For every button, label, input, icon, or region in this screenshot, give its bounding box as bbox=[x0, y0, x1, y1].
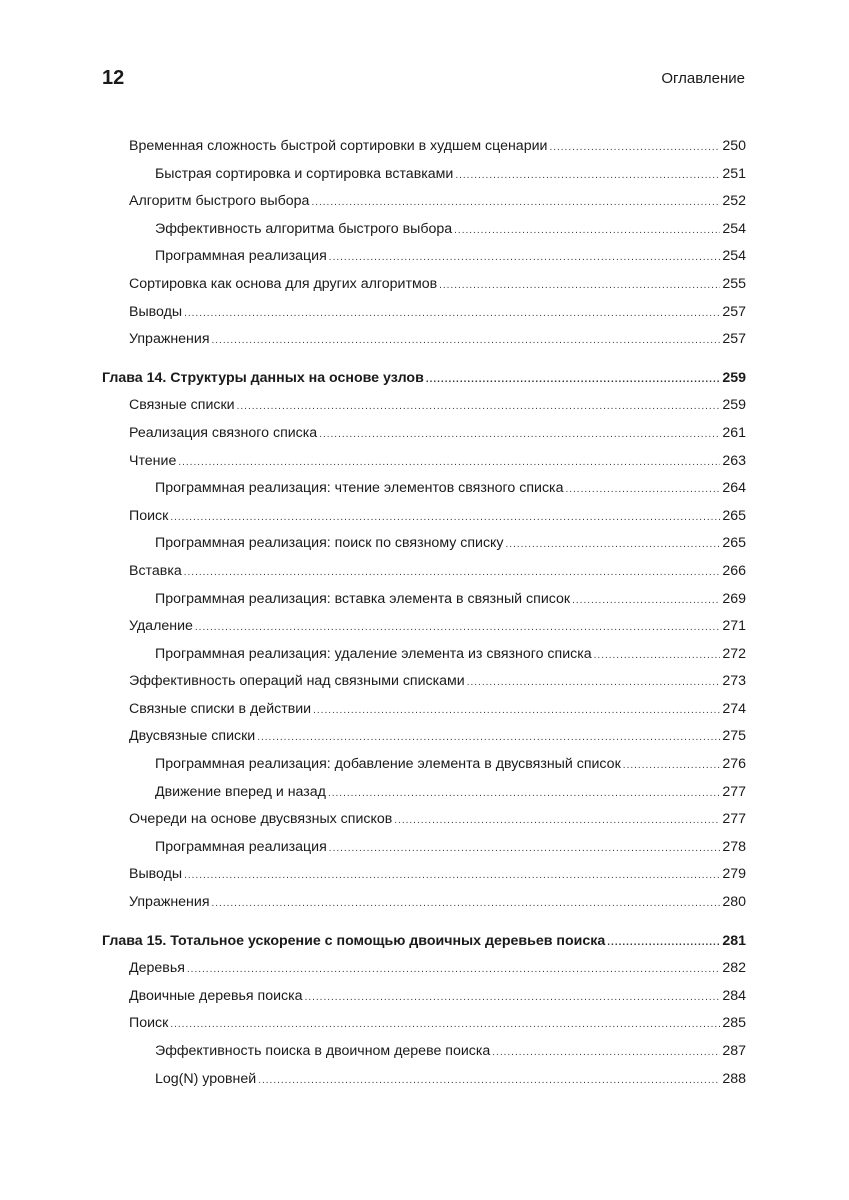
toc-entry-page: 287 bbox=[722, 1043, 746, 1059]
toc-entry bbox=[102, 864, 746, 892]
toc-entry bbox=[102, 699, 746, 727]
toc-entry-title: Эффективность операций над связными списками bbox=[129, 673, 465, 690]
toc-entry-page: 271 bbox=[722, 618, 746, 635]
toc-entry bbox=[102, 533, 746, 561]
dot-leader bbox=[187, 960, 720, 980]
toc-entry-page: 276 bbox=[722, 756, 746, 773]
toc-entry-title: Сортировка как основа для других алгоритмов bbox=[129, 275, 438, 292]
toc-entry bbox=[102, 274, 746, 302]
dot-leader bbox=[607, 933, 720, 953]
toc-entry-page: 275 bbox=[722, 728, 746, 745]
toc-entry-title: Алгоритм быстрого выбора bbox=[129, 193, 310, 210]
toc-entry bbox=[102, 561, 746, 589]
dot-leader bbox=[623, 756, 721, 776]
dot-leader bbox=[329, 839, 721, 859]
dot-leader bbox=[455, 166, 720, 186]
toc-entry-page: 255 bbox=[722, 275, 746, 292]
toc-chapter-entry bbox=[102, 368, 746, 396]
toc-entry-page: 281 bbox=[722, 932, 746, 949]
toc-entry-page: 252 bbox=[722, 193, 746, 210]
toc-entry-title: Реализация связного списка bbox=[129, 424, 318, 441]
toc-entry-title: Выводы bbox=[129, 303, 183, 320]
toc-entry-title: Программная реализация: чтение элементов связного списка bbox=[155, 480, 564, 497]
toc-entry-page: 250 bbox=[722, 138, 746, 154]
dot-leader bbox=[329, 248, 721, 268]
dot-leader bbox=[258, 1071, 720, 1091]
dot-leader bbox=[328, 784, 720, 804]
toc-entry bbox=[102, 451, 746, 479]
toc-entry-page: 277 bbox=[722, 783, 746, 800]
toc-entry-title: Программная реализация: поиск по связному списку bbox=[155, 535, 504, 552]
toc-entry-page: 261 bbox=[722, 424, 746, 441]
toc-entry-page: 282 bbox=[722, 960, 746, 977]
dot-leader bbox=[492, 1043, 720, 1063]
toc-entry bbox=[102, 329, 746, 357]
toc-entry-page: 285 bbox=[722, 1015, 746, 1032]
toc-entry bbox=[102, 1041, 746, 1069]
toc-entry-title: Глава 14. Структуры данных на основе узлов bbox=[102, 369, 424, 386]
toc-entry bbox=[102, 892, 746, 920]
toc-entry-title: Двоичные деревья поиска bbox=[129, 987, 303, 1004]
dot-leader bbox=[170, 1015, 720, 1035]
toc-chapter-entry bbox=[102, 931, 746, 959]
toc-entry bbox=[102, 219, 746, 247]
toc-entry bbox=[102, 986, 746, 1014]
toc-entry-page: 259 bbox=[722, 369, 746, 386]
toc-entry-title: Log(N) уровней bbox=[155, 1070, 257, 1087]
toc-entry-title: Движение вперед и назад bbox=[155, 783, 326, 800]
dot-leader bbox=[184, 563, 721, 583]
toc-entry-title: Двусвязные списки bbox=[129, 728, 256, 745]
toc-entry-page: 265 bbox=[722, 535, 746, 552]
toc-entry-title: Упражнения bbox=[129, 331, 210, 348]
toc-entry-title: Программная реализация: вставка элемента в связный список bbox=[155, 590, 571, 607]
toc-entry-title: Программная реализация: удаление элемента из связного списка bbox=[155, 645, 592, 662]
dot-leader bbox=[313, 701, 720, 721]
toc-entry-page: 259 bbox=[722, 397, 746, 414]
dot-leader bbox=[257, 728, 720, 748]
toc-entry-page: 257 bbox=[722, 303, 746, 320]
toc-entry-title: Связные списки в действии bbox=[129, 700, 312, 717]
toc-entry-page: 266 bbox=[722, 562, 746, 579]
dot-leader bbox=[212, 894, 721, 914]
toc-entry bbox=[102, 754, 746, 782]
dot-leader bbox=[506, 535, 721, 555]
toc-entry bbox=[102, 958, 746, 986]
toc-entry-title: Поиск bbox=[129, 1015, 169, 1032]
toc-entry-page: 279 bbox=[722, 866, 746, 883]
toc-entry-title: Чтение bbox=[129, 452, 177, 469]
toc-entry-title: Эффективность алгоритма быстрого выбора bbox=[155, 220, 453, 237]
toc-entry bbox=[102, 589, 746, 617]
toc-entry-page: 273 bbox=[722, 673, 746, 690]
toc-entry bbox=[102, 191, 746, 219]
dot-leader bbox=[237, 397, 721, 417]
toc-entry bbox=[102, 506, 746, 534]
toc-entry bbox=[102, 423, 746, 451]
toc-entry bbox=[102, 644, 746, 672]
toc-entry-page: 264 bbox=[722, 480, 746, 497]
toc-entry-page: 272 bbox=[722, 645, 746, 662]
dot-leader bbox=[195, 618, 720, 638]
dot-leader bbox=[319, 425, 720, 445]
toc-entry-page: 274 bbox=[722, 700, 746, 717]
dot-leader bbox=[212, 331, 721, 351]
running-header-title: Оглавление bbox=[661, 70, 745, 87]
dot-leader bbox=[184, 304, 720, 324]
toc-entry-page: 284 bbox=[722, 987, 746, 1004]
toc-entry-title: Деревья bbox=[129, 960, 185, 977]
toc-entry-title: Программная реализация bbox=[155, 248, 327, 265]
toc-entry-page: 277 bbox=[722, 811, 746, 828]
dot-leader bbox=[467, 673, 721, 693]
toc-entry bbox=[102, 1069, 746, 1097]
toc-entry bbox=[102, 782, 746, 810]
toc-entry bbox=[102, 726, 746, 754]
toc-entry-page: 280 bbox=[722, 894, 746, 911]
toc-entry bbox=[102, 246, 746, 274]
toc-entry-title: Быстрая сортировка и сортировка вставками bbox=[155, 165, 454, 182]
dot-leader bbox=[394, 811, 720, 831]
toc-entry bbox=[102, 136, 746, 164]
dot-leader bbox=[305, 988, 721, 1008]
toc-entry-page: 254 bbox=[722, 220, 746, 237]
toc-entry-title: Упражнения bbox=[129, 894, 210, 911]
toc-entry-page: 278 bbox=[722, 838, 746, 855]
toc-entry bbox=[102, 302, 746, 330]
page-number: 12 bbox=[102, 67, 125, 89]
toc-entry-page: 263 bbox=[722, 452, 746, 469]
toc-entry-title: Временная сложность быстрой сортировки в худшем сценарии bbox=[129, 138, 548, 154]
dot-leader bbox=[178, 453, 720, 473]
dot-leader bbox=[311, 193, 720, 213]
dot-leader bbox=[594, 646, 721, 666]
dot-leader bbox=[549, 138, 720, 158]
toc-entry-title: Поиск bbox=[129, 507, 169, 524]
toc-entry-page: 251 bbox=[722, 165, 746, 182]
toc-entry-title: Эффективность поиска в двоичном дереве поиска bbox=[155, 1043, 491, 1059]
toc-entry bbox=[102, 671, 746, 699]
toc-entry-title: Программная реализация bbox=[155, 838, 327, 855]
dot-leader bbox=[454, 221, 720, 241]
toc-entry bbox=[102, 837, 746, 865]
dot-leader bbox=[439, 276, 720, 296]
toc-entry-title: Удаление bbox=[129, 618, 193, 635]
toc-entry-page: 269 bbox=[722, 590, 746, 607]
toc-entry bbox=[102, 809, 746, 837]
toc-entry-title: Связные списки bbox=[129, 397, 235, 414]
toc-entry bbox=[102, 478, 746, 506]
toc-entry bbox=[102, 395, 746, 423]
toc-entry-title: Программная реализация: добавление элемента в двусвязный список bbox=[155, 756, 621, 773]
toc-entry-page: 288 bbox=[722, 1070, 746, 1087]
toc-entry-page: 254 bbox=[722, 248, 746, 265]
toc-entry-page: 265 bbox=[722, 507, 746, 524]
toc-entry bbox=[102, 164, 746, 192]
toc-entry-page: 257 bbox=[722, 331, 746, 348]
dot-leader bbox=[184, 866, 720, 886]
dot-leader bbox=[426, 370, 721, 390]
dot-leader bbox=[572, 591, 720, 611]
toc-entry bbox=[102, 616, 746, 644]
toc-entry-title: Выводы bbox=[129, 866, 183, 883]
table-of-contents bbox=[102, 136, 746, 1096]
dot-leader bbox=[170, 508, 720, 528]
toc-entry bbox=[102, 1013, 746, 1041]
toc-entry-title: Вставка bbox=[129, 562, 182, 579]
dot-leader bbox=[565, 480, 720, 500]
toc-entry-title: Очереди на основе двусвязных списков bbox=[129, 811, 393, 828]
toc-entry-title: Глава 15. Тотальное ускорение с помощью двоичных деревьев поиска bbox=[102, 932, 606, 949]
